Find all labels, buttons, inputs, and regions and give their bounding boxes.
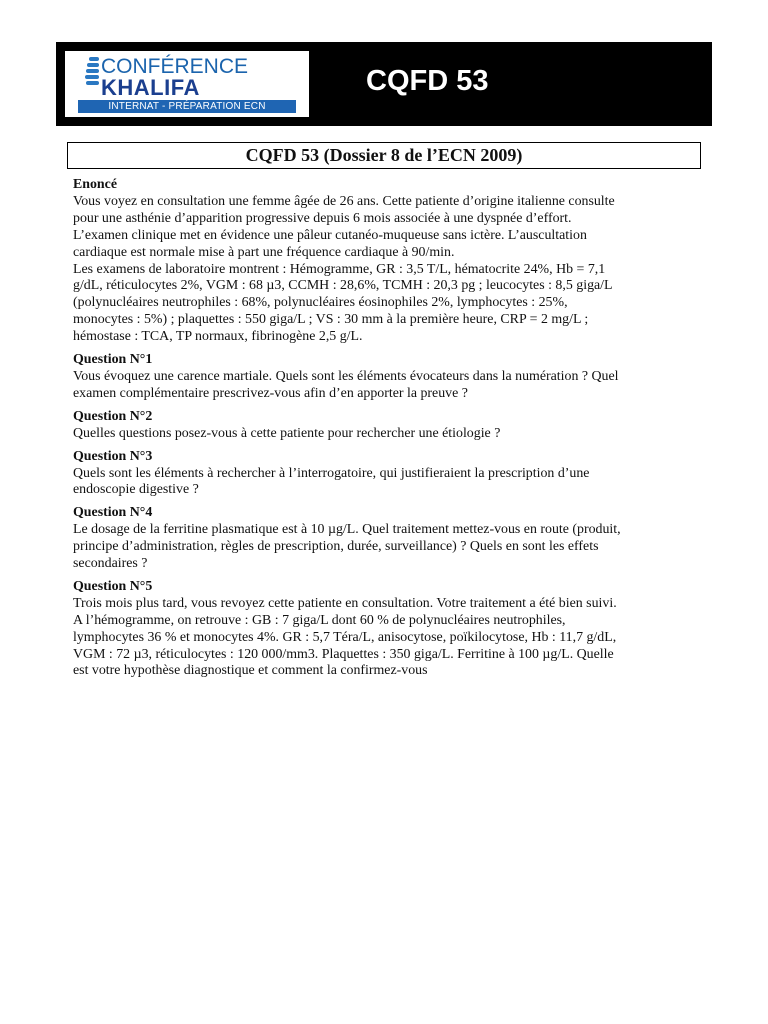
question-5 (73, 579, 693, 680)
text-line: (polynucléaires neutrophiles : 68%, polynucléaires éosinophiles 2%, lymphocytes : 25%, (73, 295, 568, 311)
question-1 (73, 352, 693, 403)
question-heading: Question N°5 (73, 578, 153, 594)
text-line: L’examen clinique met en évidence une pâleur cutanéo-muqueuse sans ictère. L’auscultation (73, 227, 587, 243)
question-heading: Question N°4 (73, 505, 153, 521)
text-line: Vous évoquez une carence martiale. Quels sont les éléments évocateurs dans la numération ? Quel (73, 368, 619, 384)
document-body (73, 177, 693, 680)
text-line: A l’hémogramme, on retrouve : GB : 7 giga/L dont 60 % de polynucléaires neutrophiles, (73, 612, 566, 628)
question-3 (73, 449, 693, 500)
text-line: lymphocytes 36 % et monocytes 4%. GR : 5,7 Téra/L, anisocytose, poïkilocytose, Hb : 11,7 g/dL, (73, 629, 617, 645)
enonce-heading: Enoncé (73, 177, 117, 192)
header-title: CQFD 53 (366, 65, 489, 97)
text-line: endoscopie digestive ? (73, 482, 199, 498)
text-line: Vous voyez en consultation une femme âgée de 26 ans. Cette patiente d’origine italienne consulte (73, 193, 615, 209)
text-line: pour une asthénie d’apparition progressive depuis 6 mois associée à une dyspnée d’effort. (73, 210, 572, 226)
text-line: examen complémentaire prescrivez-vous afin d’en apporter la preuve ? (73, 385, 468, 401)
text-line: cardiaque est normale mise à part une fréquence cardiaque à 90/min. (73, 244, 455, 260)
text-line: principe d’administration, règles de prescription, durée, surveillance) ? Quels en sont les effets (73, 539, 599, 555)
document-title: CQFD 53 (Dossier 8 de l’ECN 2009) (67, 142, 701, 169)
conference-khalifa-logo (65, 51, 309, 117)
logo-text-bottom: KHALIFA (101, 75, 200, 100)
logo-text-top: CONFÉRENCE (101, 55, 249, 78)
question-2 (73, 409, 693, 443)
page-header (56, 42, 712, 126)
question-heading: Question N°1 (73, 352, 153, 368)
text-line: Trois mois plus tard, vous revoyez cette patiente en consultation. Votre traitement a été bien suivi. (73, 595, 617, 611)
text-line: est votre hypothèse diagnostique et comment la confirmez-vous (73, 663, 428, 679)
text-line: monocytes : 5%) ; plaquettes : 550 giga/L ; VS : 30 mm à la première heure, CRP = 2 mg/L ; (73, 312, 589, 328)
text-line: Quelles questions posez-vous à cette patiente pour rechercher une étiologie ? (73, 425, 501, 441)
logo-stripes-icon (85, 55, 99, 89)
logo-tagline: INTERNAT - PRÉPARATION ECN (78, 100, 296, 113)
text-line: Le dosage de la ferritine plasmatique est à 10 µg/L. Quel traitement mettez-vous en route (produit, (73, 522, 621, 538)
enonce-text (73, 194, 693, 346)
text-line: VGM : 72 µ3, réticulocytes : 120 000/mm3. Plaquettes : 350 giga/L. Ferritine à 100 µg/L. Quelle (73, 646, 614, 662)
question-4 (73, 505, 693, 573)
text-line: g/dL, réticulocytes 2%, VGM : 68 µ3, CCMH : 28,6%, TCMH : 20,3 pg ; leucocytes : 8,5 giga/L (73, 278, 613, 294)
question-heading: Question N°2 (73, 408, 153, 424)
text-line: secondaires ? (73, 556, 148, 572)
text-line: Les examens de laboratoire montrent : Hémogramme, GR : 3,5 T/L, hématocrite 24%, Hb = 7,1 (73, 261, 606, 277)
text-line: hémostase : TCA, TP normaux, fibrinogène 2,5 g/L. (73, 329, 363, 345)
text-line: Quels sont les éléments à rechercher à l’interrogatoire, qui justifieraient la prescription d’une (73, 465, 590, 481)
question-heading: Question N°3 (73, 448, 153, 464)
